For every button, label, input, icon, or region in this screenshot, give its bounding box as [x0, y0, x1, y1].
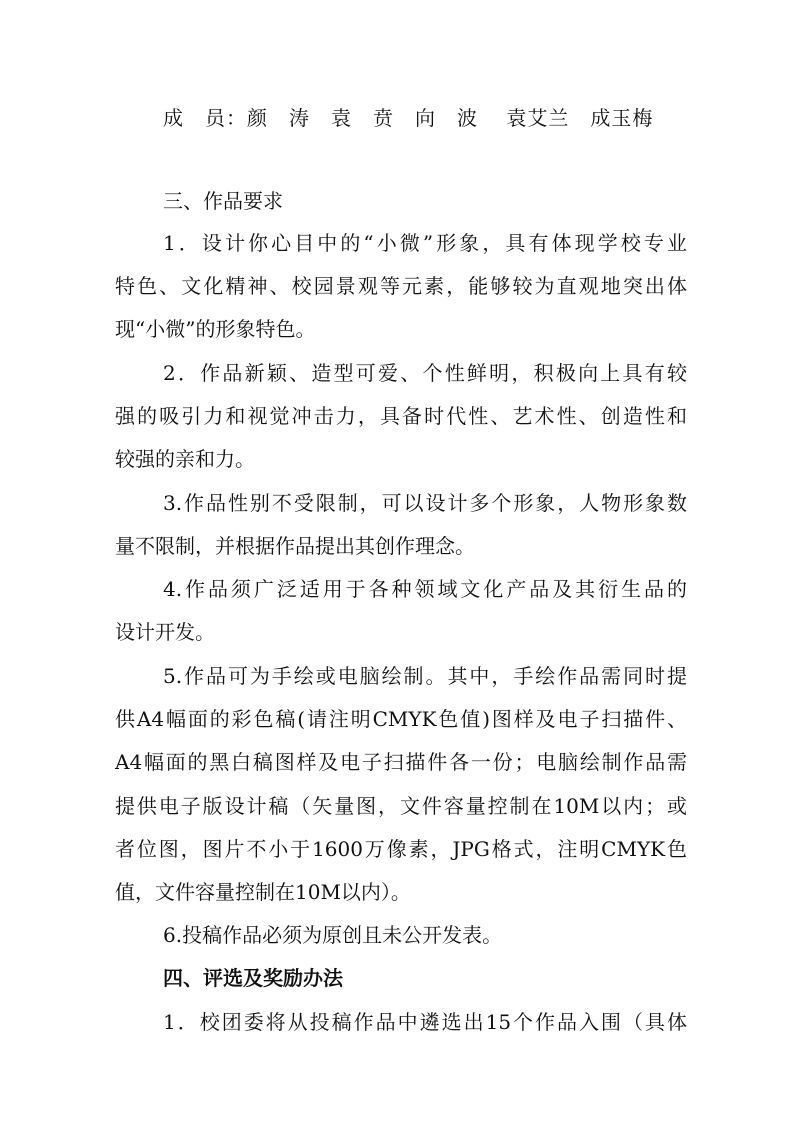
paragraph-line: 1．校团委将从投稿作品中遴选出15个作品入围（具体: [163, 1010, 687, 1034]
paragraph-line: A4幅面的黑白稿图样及电子扫描件各一份；电脑绘制作品需: [115, 750, 687, 774]
paragraph-line: 强的吸引力和视觉冲击力，具备时代性、艺术性、创造性和: [115, 404, 687, 428]
paragraph-line: 较强的亲和力。: [115, 447, 255, 471]
paragraph-line: 2．作品新颖、造型可爱、个性鲜明，积极向上具有较: [163, 361, 687, 385]
paragraph-line: 值，文件容量控制在10M以内）。: [115, 880, 411, 904]
paragraph-line: 量不限制，并根据作品提出其创作理念。: [115, 534, 475, 558]
paragraph-line: 提供电子版设计稿（矢量图，文件容量控制在10M以内；或: [115, 794, 687, 818]
members-line: 成 员：颜 涛 袁 贲 向 波 袁艾兰 成玉梅: [163, 106, 654, 130]
paragraph-line: 供A4幅面的彩色稿(请注明CMYK色值)图样及电子扫描件、: [115, 707, 687, 731]
section-heading-evaluation: 四、评选及奖励办法: [163, 966, 343, 990]
paragraph-line: 3.作品性别不受限制，可以设计多个形象，人物形象数: [163, 491, 687, 515]
paragraph-line: 1．设计你心目中的“小微”形象，具有体现学校专业: [163, 231, 687, 255]
paragraph-line: 4.作品须广泛适用于各种领域文化产品及其衍生品的: [163, 577, 687, 601]
paragraph-line: 者位图，图片不小于1600万像素，JPG格式，注明CMYK色: [115, 837, 687, 861]
paragraph-line: 设计开发。: [115, 620, 215, 644]
paragraph-line: 现“小微”的形象特色。: [115, 317, 316, 341]
paragraph-line: 特色、文化精神、校园景观等元素，能够较为直观地突出体: [115, 274, 687, 298]
section-heading-requirements: 三、作品要求: [163, 189, 283, 213]
paragraph-line: 6.投稿作品必须为原创且未公开发表。: [163, 923, 503, 947]
paragraph-line: 5.作品可为手绘或电脑绘制。其中，手绘作品需同时提: [163, 664, 687, 688]
